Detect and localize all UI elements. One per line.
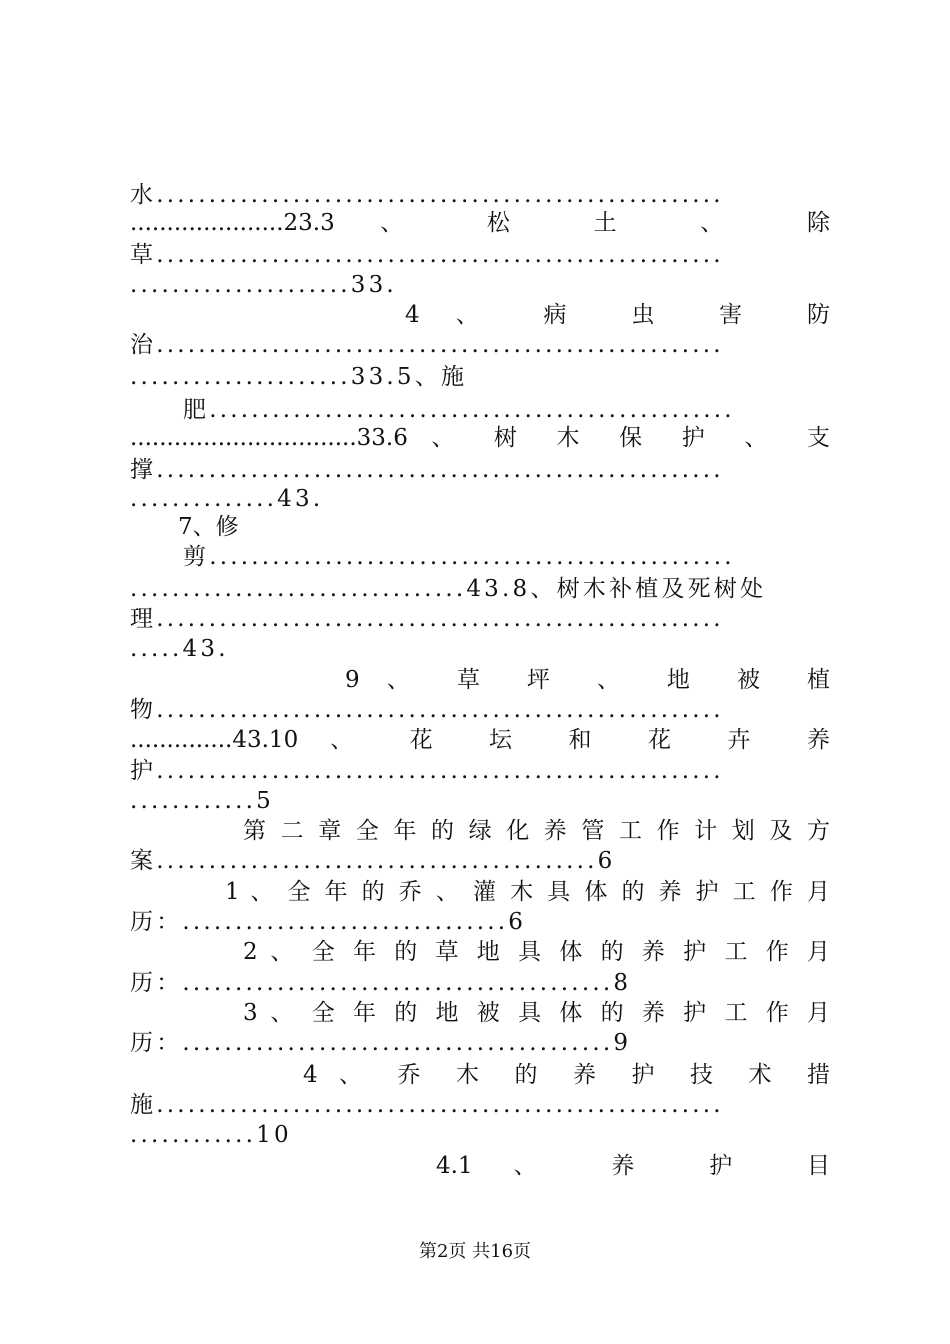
toc-line: .....................33. bbox=[130, 272, 397, 298]
toc-line: 肥.................................................. bbox=[183, 397, 735, 423]
toc-line: 水...................................................... bbox=[130, 182, 724, 208]
toc-line: ................................43.8、树木补植及死树处 bbox=[130, 576, 767, 602]
toc-line: .....43. bbox=[130, 636, 229, 662]
toc-line: 第 二 章 全 年 的 绿 化 养 管 工 作 计 划 及 方 bbox=[243, 818, 830, 844]
toc-line: 理...................................................... bbox=[130, 606, 724, 632]
toc-line: 治...................................................... bbox=[130, 332, 724, 358]
toc-line: ............10 bbox=[130, 1122, 292, 1148]
toc-line: 案..........................................6 bbox=[130, 848, 616, 874]
toc-line: 4 、 病 虫 害 防 bbox=[405, 302, 830, 328]
toc-line: ..............43.10 、 花 坛 和 花 卉 养 bbox=[130, 727, 830, 753]
toc-line: 7、修 bbox=[178, 514, 239, 540]
toc-line: 历：...............................6 bbox=[130, 909, 527, 935]
toc-line: 4 、 乔 木 的 养 护 技 术 措 bbox=[303, 1062, 830, 1088]
toc-line: 2 、 全 年 的 草 地 具 体 的 养 护 工 作 月 bbox=[243, 939, 830, 965]
toc-line: ..............43. bbox=[130, 486, 324, 512]
toc-line: ...............................33.6 、 树 木 保 护 、 支 bbox=[130, 425, 830, 451]
toc-line: 物...................................................... bbox=[130, 697, 724, 723]
page-footer: 第2页 共16页 bbox=[418, 1241, 532, 1262]
toc-line: 撑...................................................... bbox=[130, 457, 724, 483]
toc-line: 护...................................................... bbox=[130, 758, 724, 784]
toc-line: .....................33.5、施 bbox=[130, 364, 468, 390]
toc-line: 历：.........................................9 bbox=[130, 1030, 632, 1056]
toc-line: .....................23.3 、 松 土 、 除 bbox=[130, 210, 830, 236]
toc-line: 4.1 、 养 护 目 bbox=[436, 1153, 830, 1179]
toc-line: 历：.........................................8 bbox=[130, 970, 632, 996]
toc-line: 草...................................................... bbox=[130, 242, 724, 268]
toc-line: ............5 bbox=[130, 788, 274, 814]
toc-line: 9 、 草 坪 、 地 被 植 bbox=[345, 667, 830, 693]
toc-line: 剪.................................................. bbox=[183, 544, 735, 570]
toc-line: 施...................................................... bbox=[130, 1092, 724, 1118]
toc-line: 1 、 全 年 的 乔 、 灌 木 具 体 的 养 护 工 作 月 bbox=[225, 879, 830, 905]
toc-line: 3 、 全 年 的 地 被 具 体 的 养 护 工 作 月 bbox=[243, 1000, 830, 1026]
